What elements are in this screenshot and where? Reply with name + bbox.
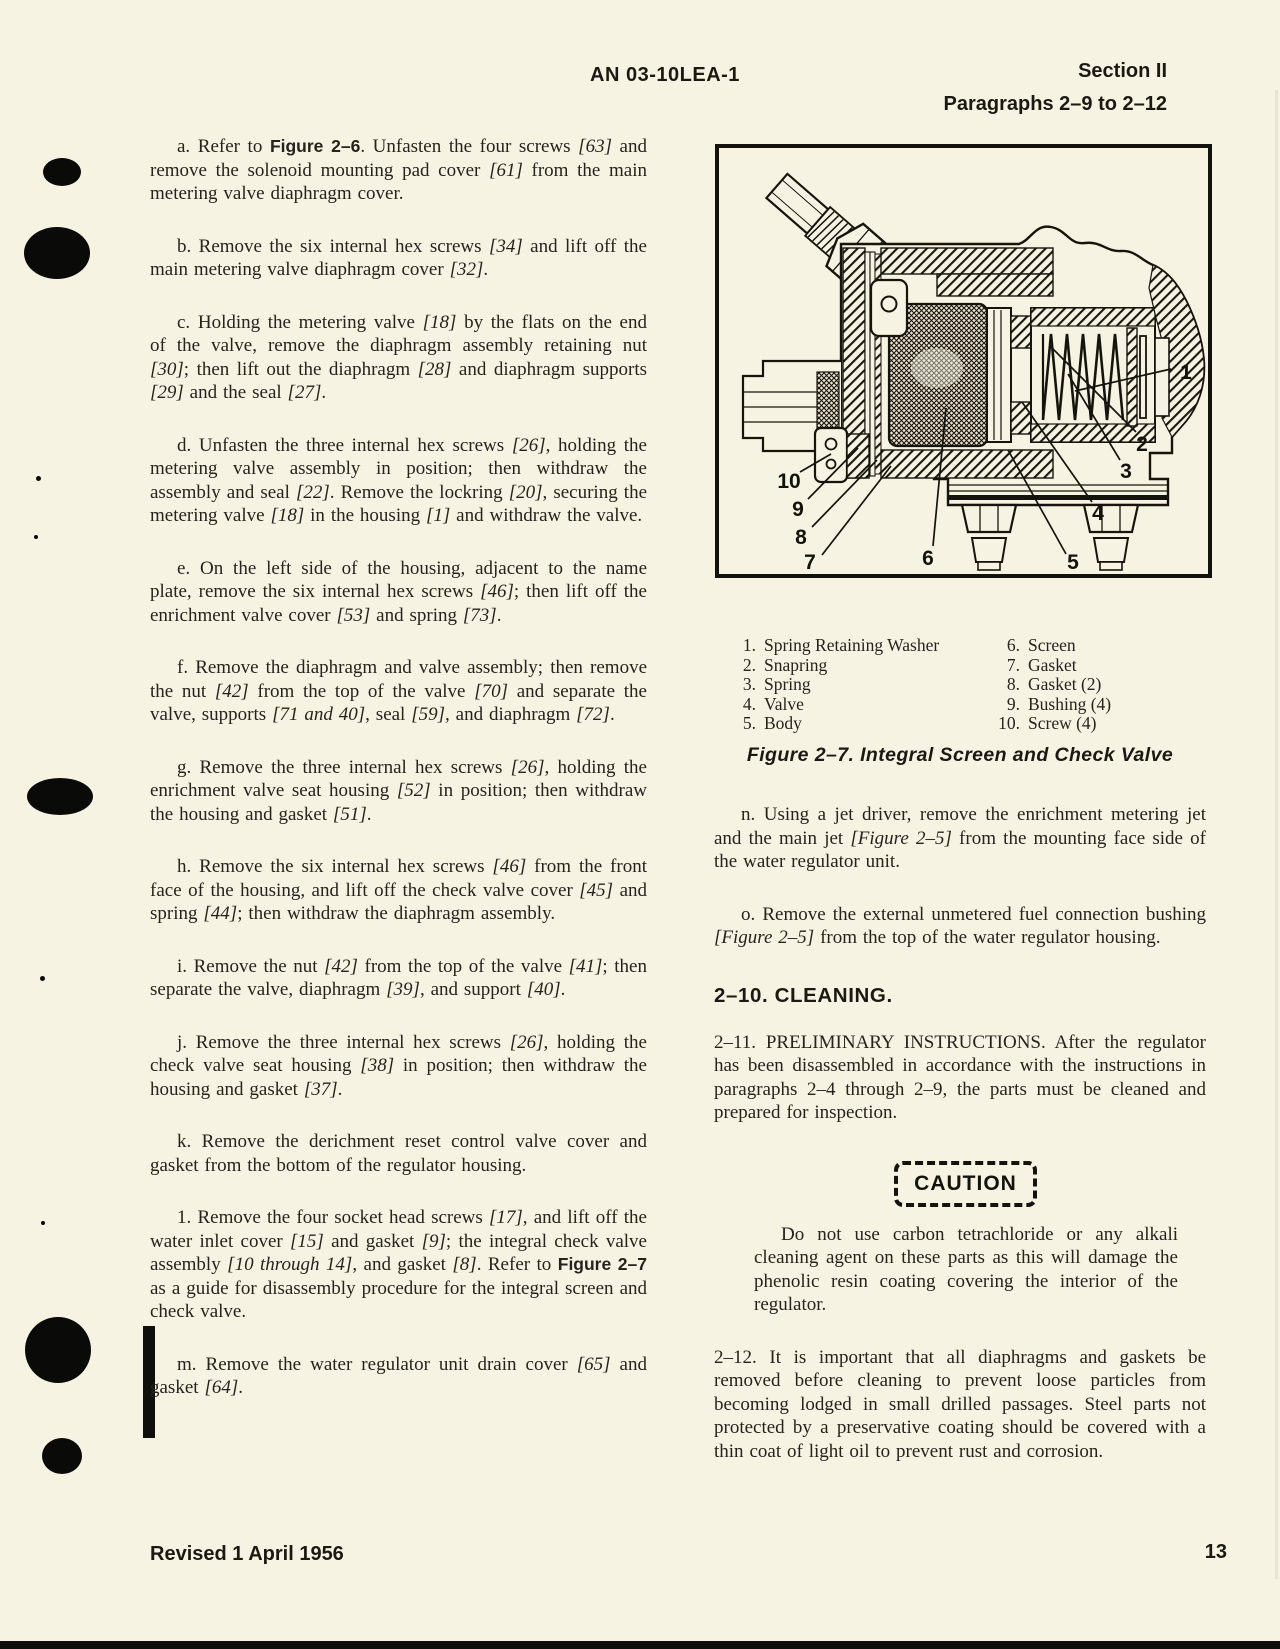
- paper-speck: [36, 476, 41, 481]
- housing-top-step: [937, 274, 1053, 296]
- flange-gasket-band: [948, 495, 1168, 500]
- legend-item: 10. Screw (4): [998, 713, 1097, 734]
- scan-edge-strip: [0, 1641, 1280, 1649]
- revision-date: Revised 1 April 1956: [150, 1543, 344, 1565]
- paper-speck: [41, 1221, 45, 1225]
- legend-column-left: [730, 636, 1206, 734]
- legend-item: 9. Bushing (4): [1006, 693, 1112, 714]
- legend-item: 1. Spring Retaining Washer: [742, 635, 940, 655]
- paper-speck: [40, 976, 45, 981]
- step-paragraph-n: n. Using a jet driver, remove the enrichment metering jet and the main jet [Figure 2–5] from the mounting face side of the water regulator unit.: [714, 804, 1207, 872]
- step-paragraph-g: g. Remove the three internal hex screws [26], holding the enrichment valve seat housing [52] in position; then withdraw the housing and gasket [51].: [150, 756, 647, 825]
- page-number: 13: [1204, 1541, 1227, 1563]
- binder-hole-mark: [27, 778, 93, 815]
- housing-bottom-wall: [881, 450, 1053, 478]
- binder-hole-mark: [24, 227, 90, 279]
- callout-7: 7: [804, 551, 816, 574]
- paper-speck: [34, 535, 38, 539]
- callout-9: 9: [792, 498, 804, 521]
- binder-hole-mark: [43, 158, 81, 186]
- step-paragraph-d: d. Unfasten the three internal hex screws [26], holding the metering valve assembly in position; then withdraw the assembly and seal [22]. Remove the lockring [20], securing the metering valve [18] in the housing [1] and withdraw the valve.: [150, 434, 648, 526]
- step-paragraph-c: c. Holding the metering valve [18] by the flats on the end of the valve, remove the diaphragm assembly retaining nut [30]; then lift out the diaphragm [28] and diaphragm supports [29] and the seal [27].: [150, 311, 647, 403]
- check-valve: [1011, 316, 1031, 348]
- paragraph-2-12: 2–12. It is important that all diaphragms and gaskets be removed before cleaning to prevent loose particles from becoming lodged in small drilled passages. Steel parts not protected by a preservative coating should be covered with a thin coat of light oil to prevent rust and corrosion.: [714, 1346, 1206, 1462]
- callout-8: 8: [795, 526, 807, 549]
- step-paragraph-l: 1. Remove the four socket head screws [17], and lift off the water inlet cover [15] and gasket [9]; the integral check valve assembly [10 through 14], and gasket [8]. Refer to Figure 2–7 as a guide for disassembly procedure for the integral screen and check valve.: [150, 1207, 647, 1322]
- screen-highlight: [911, 348, 963, 388]
- clevis-detail: [871, 280, 907, 336]
- caution-text: Do not use carbon tetrachloride or any alkali cleaning agent on these parts as this will damage the phenolic resin coating covering the interior of the regulator.: [754, 1223, 1178, 1315]
- caution-label: CAUTION: [914, 1171, 1017, 1195]
- legend-column-right: [984, 636, 1111, 734]
- step-paragraph-e: e. On the left side of the housing, adjacent to the name plate, remove the six internal hex screws [46]; then lift off the enrichment valve cover [53] and spring [73].: [150, 557, 647, 626]
- housing-top-wall: [881, 248, 1053, 274]
- document-number: AN 03-10LEA-1: [590, 64, 740, 86]
- callout-4: 4: [1092, 502, 1104, 525]
- legend-item: 6. Screen: [1006, 635, 1076, 655]
- snapring: [1140, 336, 1146, 418]
- step-paragraph-o: o. Remove the external unmetered fuel connection bushing [Figure 2–5] from the top of the water regulator housing.: [714, 903, 1206, 948]
- legend-item: 4. Valve: [742, 693, 804, 714]
- step-paragraph-k: k. Remove the derichment reset control valve cover and gasket from the bottom of the regulator housing.: [150, 1131, 647, 1176]
- step-paragraph-h: h. Remove the six internal hex screws [46] from the front face of the housing, and lift off the check valve cover [45] and spring [44]; then withdraw the diaphragm assembly.: [150, 856, 648, 924]
- callout-10: 10: [777, 470, 801, 493]
- callout-5: 5: [1067, 551, 1079, 574]
- section-heading-cleaning: 2–10. CLEANING.: [714, 983, 893, 1007]
- page-edge-shadow: [1275, 90, 1278, 1579]
- legend-item: 7. Gasket: [1006, 654, 1077, 675]
- paragraph-range: Paragraphs 2–9 to 2–12: [943, 93, 1167, 115]
- binder-hole-mark: [25, 1317, 91, 1383]
- callout-6: 6: [922, 547, 934, 570]
- screw-detail: [815, 428, 869, 482]
- mounting-bolt: [962, 505, 1016, 570]
- caution-box: [894, 1161, 1037, 1207]
- callout-1: 1: [1180, 361, 1192, 384]
- callout-2: 2: [1136, 433, 1148, 456]
- callout-3: 3: [1120, 460, 1132, 483]
- step-paragraph-f: f. Remove the diaphragm and valve assembly; then remove the nut [42] from the top of the valve [70] and separate the valve, supports [71 and 40], seal [59], and diaphragm [72].: [150, 657, 647, 725]
- step-paragraph-j: j. Remove the three internal hex screws [26], holding the check valve seat housing [38] in position; then withdraw the housing and gasket [37].: [150, 1031, 647, 1100]
- legend-item: 2. Snapring: [742, 654, 828, 675]
- bore-end-cap: [1155, 338, 1169, 416]
- figure-caption: Figure 2–7. Integral Screen and Check Valve: [746, 744, 1174, 766]
- figure-legend: [714, 636, 1206, 734]
- step-paragraph-i: i. Remove the nut [42] from the top of the valve [41]; then separate the valve, diaphragm [39], and support [40].: [150, 955, 647, 1000]
- spring-assembly: [1031, 308, 1155, 442]
- paragraph-2-11: 2–11. PRELIMINARY INSTRUCTIONS. After the regulator has been disassembled in accordance with the instructions in paragraphs 2–4 through 2–9, the parts must be cleaned and prepared for inspection.: [714, 1031, 1206, 1123]
- legend-item: 8. Gasket (2): [1006, 674, 1102, 695]
- figure-2-7-frame: [715, 144, 1212, 578]
- right-text-column: [714, 144, 1206, 1463]
- step-paragraph-m: m. Remove the water regulator unit drain cover [65] and gasket [64].: [150, 1353, 647, 1398]
- legend-item: 3. Spring: [742, 674, 811, 695]
- figure-drawing: [719, 148, 1208, 574]
- legend-item: 5. Body: [742, 713, 802, 734]
- binder-hole-mark: [42, 1438, 82, 1474]
- check-valve: [1011, 402, 1031, 434]
- section-label: Section II: [1078, 60, 1167, 82]
- step-paragraph-b: b. Remove the six internal hex screws [34] and lift off the main metering valve diaphragm cover [32].: [150, 235, 647, 280]
- screen-end-cap: [987, 308, 1011, 442]
- left-text-column: [150, 135, 647, 1400]
- step-paragraph-a: a. Refer to Figure 2–6. Unfasten the four screws [63] and remove the solenoid mounting pad cover [61] from the main metering valve diaphragm cover.: [150, 136, 648, 204]
